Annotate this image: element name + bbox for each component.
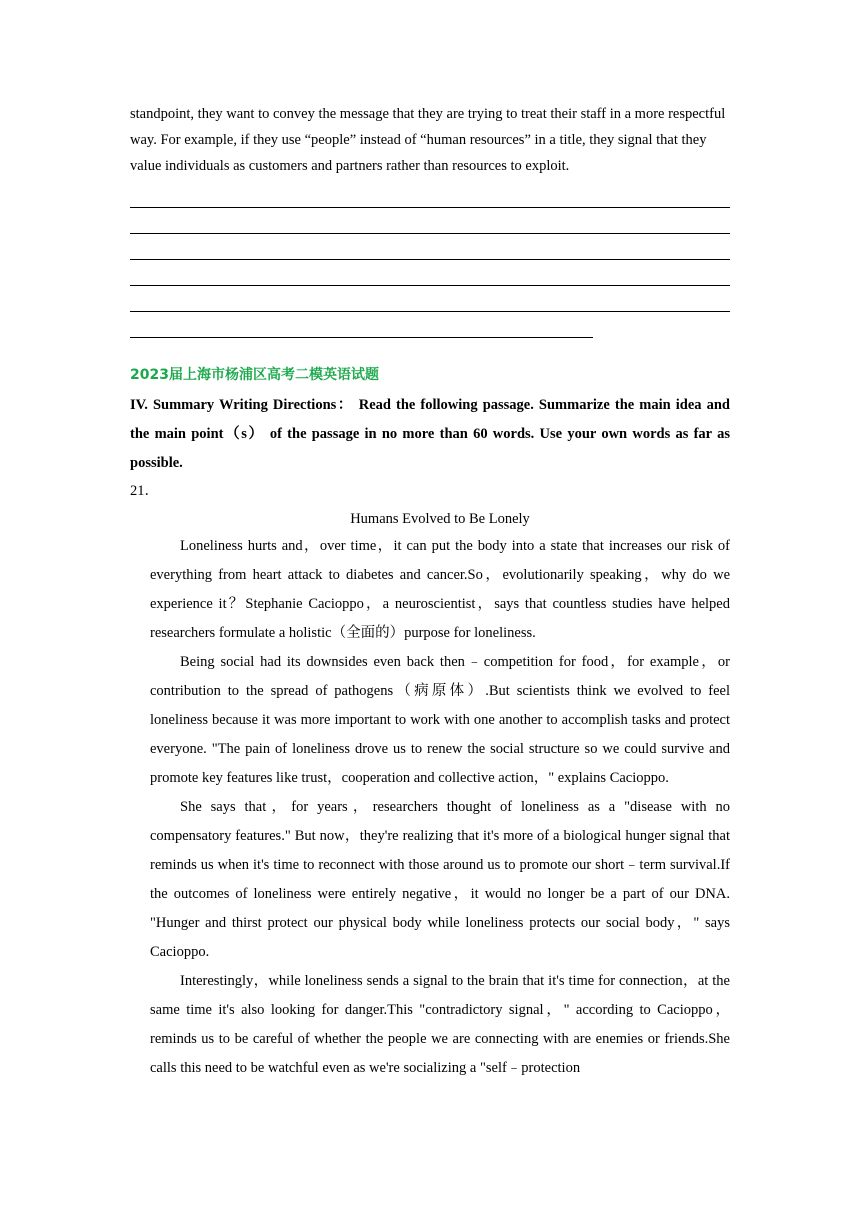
passage-paragraph: Interestingly，while loneliness sends a signal to the brain that it's time for connection，at the same time it's also looking for danger.This "contradictory signal，" according to Cacioppo，reminds us to be careful of whether the people we are connecting with are enemies or friends.She calls this need to be watchful even as we're socializing a "self﹣protection bbox=[150, 973, 730, 1076]
answer-line bbox=[130, 182, 730, 208]
passage-paragraph: She says that，for years，researchers thought of loneliness as a "disease with no compensatory features." But now，they're realizing that it's more of a biological hunger signal that reminds us when it's time to reconnect with those around us to promote our short﹣term survival.If the outcomes of loneliness were entirely negative，it would no longer be a part of our DNA. "Hunger and thirst protect our physical body while loneliness protects our social body，" says Cacioppo. bbox=[150, 799, 730, 960]
intro-section bbox=[130, 101, 730, 179]
passage-title: Humans Evolved to Be Lonely bbox=[350, 511, 530, 527]
directions-section bbox=[130, 391, 730, 478]
intro-paragraph: standpoint, they want to convey the message that they are trying to treat their staff in a more respectful way. For example, if they use “people” instead of “human resources” in a title, they signal that they value individuals as customers and partners rather than resources to exploit. bbox=[130, 106, 726, 174]
answer-line bbox=[130, 260, 730, 286]
answer-line bbox=[130, 208, 730, 234]
answer-lines bbox=[130, 182, 730, 338]
question-number: 21． bbox=[130, 483, 159, 499]
exam-title: 2023届上海市杨浦区高考二模英语试题 bbox=[130, 367, 379, 383]
answer-line bbox=[130, 312, 593, 338]
passage-body bbox=[150, 532, 730, 1083]
passage-paragraph: Being social had its downsides even back then﹣competition for food，for example，or contribution to the spread of pathogens（病原体）.But scientists think we evolved to feel loneliness because it was more important to work with one another to accomplish tasks and protect everyone. "The pain of loneliness drove us to renew the social structure so we could survive and promote key features like trust，cooperation and collective action，" explains Cacioppo. bbox=[150, 654, 730, 786]
answer-line bbox=[130, 286, 730, 312]
passage-paragraph: Loneliness hurts and，over time，it can put the body into a state that increases our risk of everything from heart attack to diabetes and cancer.So，evolutionarily speaking，why do we experience it？Stephanie Cacioppo，a neuroscientist，says that countless studies have helped researchers formulate a holistic（全面的）purpose for loneliness. bbox=[150, 538, 730, 641]
directions-text: IV. Summary Writing Directions： Read the following passage. Summarize the main idea and the main point（s） of the passage in no more than 60 words. Use your own words as far as possible. bbox=[130, 397, 730, 471]
answer-line bbox=[130, 234, 730, 260]
